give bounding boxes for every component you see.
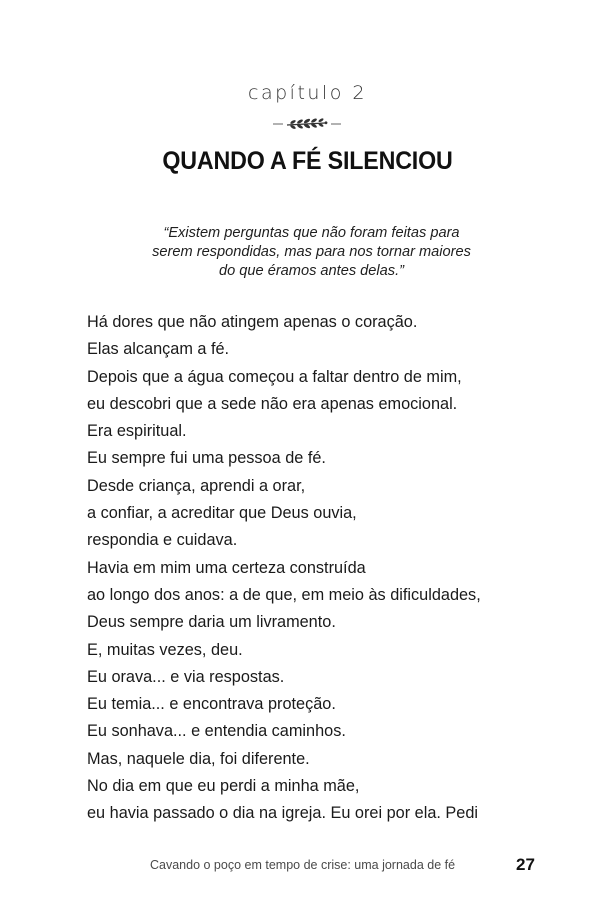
body-line: respondia e cuidava. xyxy=(87,531,238,550)
body-line: Deus sempre daria um livramento. xyxy=(87,613,336,632)
body-line: Eu orava... e via respostas. xyxy=(87,667,285,686)
body-line: Eu temia... e encontrava proteção. xyxy=(87,695,336,714)
page-footer xyxy=(0,856,615,876)
body-line: a confiar, a acreditar que Deus ouvia, xyxy=(87,504,357,523)
chapter-title: QUANDO A FÉ SILENCIOU xyxy=(162,147,453,175)
body-line: Eu sempre fui uma pessoa de fé. xyxy=(87,449,326,468)
body-line: Desde criança, aprendi a orar, xyxy=(87,476,306,495)
epigraph-quote xyxy=(100,224,523,281)
body-line: No dia em que eu perdi a minha mãe, xyxy=(87,777,360,796)
body-line: Era espiritual. xyxy=(87,422,187,441)
body-line: Mas, naquele dia, foi diferente. xyxy=(87,749,310,768)
body-line: Eu sonhava... e entendia caminhos. xyxy=(87,722,346,741)
laurel-divider-icon xyxy=(271,116,343,132)
epigraph-line: “Existem perguntas que não foram feitas para xyxy=(163,225,460,241)
page-number: 27 xyxy=(516,855,535,874)
body-line: Depois que a água começou a faltar dentro de mim, xyxy=(87,367,462,386)
body-line: eu descobri que a sede não era apenas emocional. xyxy=(87,394,458,413)
body-line: E, muitas vezes, deu. xyxy=(87,640,243,659)
body-line: ao longo dos anos: a de que, em meio às dificuldades, xyxy=(87,585,481,604)
body-text xyxy=(87,309,527,828)
chapter-label: capítulo 2 xyxy=(248,82,367,104)
body-line: eu havia passado o dia na igreja. Eu orei por ela. Pedi xyxy=(87,804,479,823)
epigraph-line: do que éramos antes delas.” xyxy=(219,263,404,279)
running-title: Cavando o poço em tempo de crise: uma jornada de fé xyxy=(150,858,456,872)
epigraph-line: serem respondidas, mas para nos tornar maiores xyxy=(152,244,471,260)
body-line: Havia em mim uma certeza construída xyxy=(87,558,366,577)
body-line: Há dores que não atingem apenas o coração. xyxy=(87,313,418,331)
body-line: Elas alcançam a fé. xyxy=(87,340,230,359)
